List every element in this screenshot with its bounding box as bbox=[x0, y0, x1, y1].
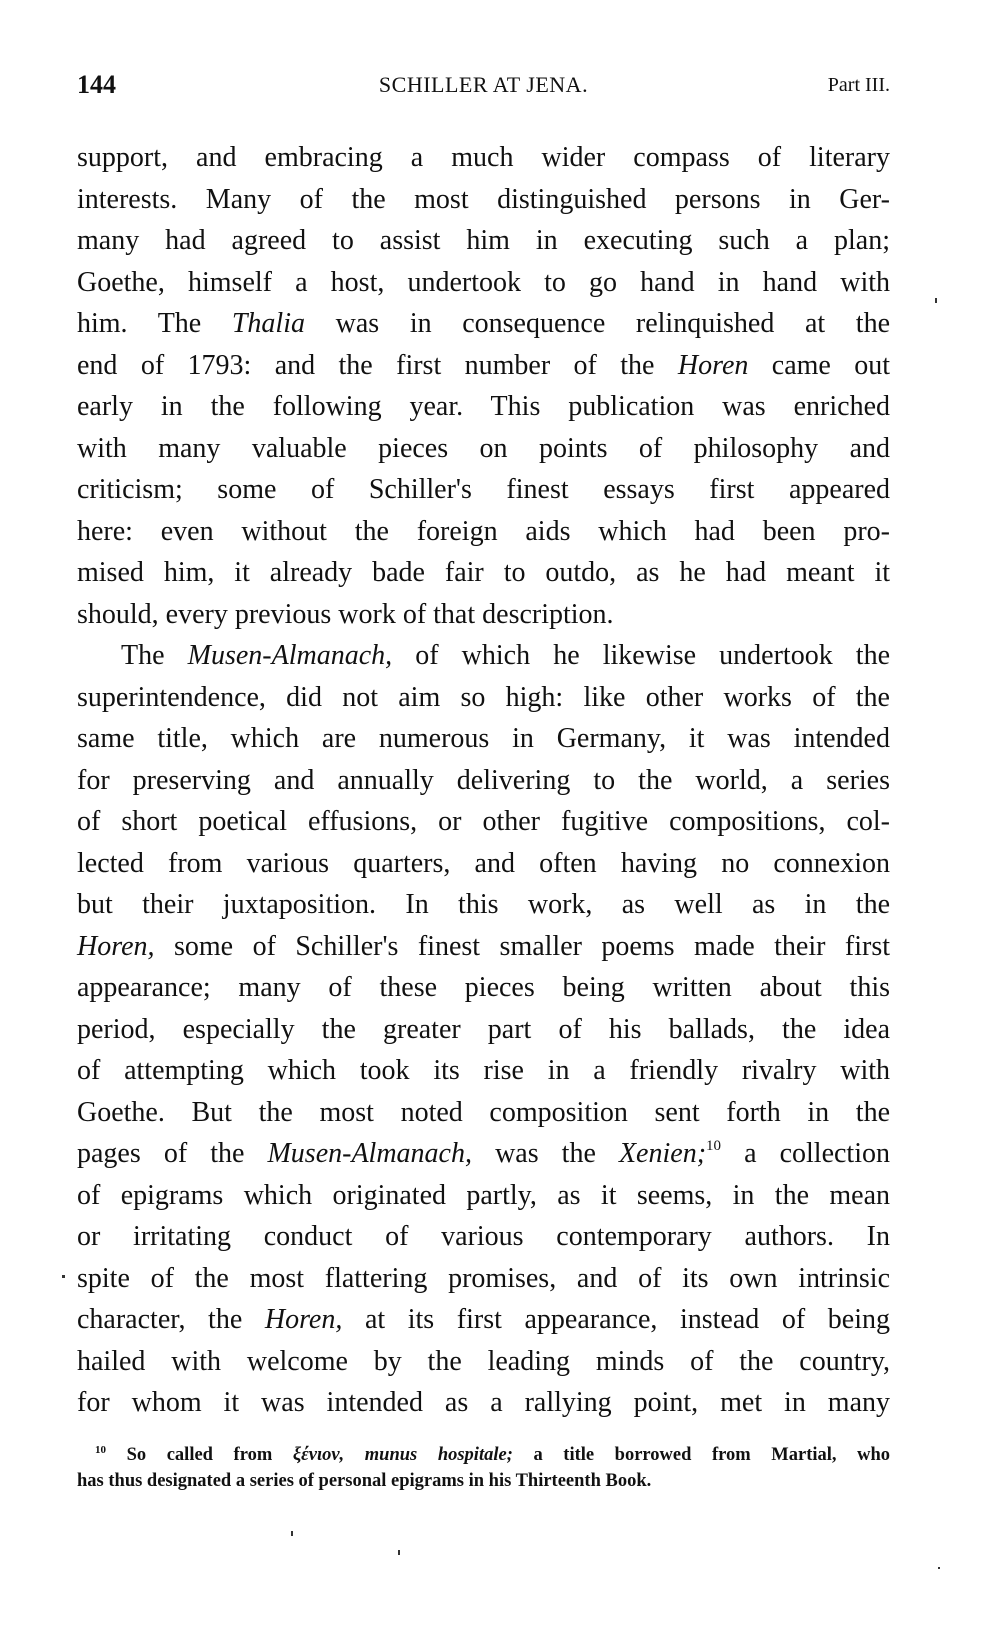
text-line bbox=[77, 179, 890, 221]
text-line bbox=[77, 303, 890, 345]
text-segment: end of 1793: and the first number of the bbox=[77, 349, 678, 381]
footnote-marker: 10 bbox=[95, 1444, 106, 1456]
running-title: SCHILLER AT JENA. bbox=[378, 72, 589, 97]
text-segment: Goethe. But the most noted composition sent forth in the bbox=[77, 1096, 890, 1128]
footnote-line-2: has thus designated a series of personal epigrams in his Thirteenth Book. bbox=[77, 1471, 652, 1491]
italic-text: Horen, bbox=[264, 1304, 343, 1335]
text-line bbox=[77, 511, 890, 553]
text-segment: was in consequence relinquished at the bbox=[305, 308, 890, 339]
footnote-text: So called from bbox=[126, 1445, 293, 1465]
italic-text: Musen-Almanach, bbox=[267, 1138, 472, 1169]
text-line bbox=[77, 801, 890, 843]
text-segment: character, the bbox=[77, 1304, 265, 1335]
text-segment: here: even without the foreign aids which had been pro- bbox=[77, 515, 890, 547]
text-segment: superintendence, did not aim so high: like other works of the bbox=[77, 681, 890, 713]
text-line bbox=[77, 137, 890, 179]
text-line bbox=[77, 1133, 890, 1175]
text-line bbox=[77, 926, 890, 968]
text-segment: lected from various quarters, and often having no connexion bbox=[77, 847, 890, 879]
text-segment: interests. Many of the most distinguished persons in Ger- bbox=[77, 183, 890, 215]
text-segment: period, especially the greater part of his ballads, the idea bbox=[77, 1013, 890, 1045]
text-line bbox=[77, 594, 890, 636]
text-segment: at its first appearance, instead of being bbox=[342, 1304, 891, 1335]
text-segment: Goethe, himself a host, undertook to go hand in hand with bbox=[77, 266, 890, 298]
text-line bbox=[77, 1092, 890, 1134]
footnote-line-1 bbox=[77, 1442, 890, 1468]
text-line bbox=[77, 262, 890, 304]
text-segment: some of Schiller's finest smaller poems made their first bbox=[154, 930, 890, 962]
italic-text: Horen bbox=[677, 349, 749, 381]
text-segment: many had agreed to assist him in executing such a plan; bbox=[77, 225, 890, 256]
text-line bbox=[77, 1299, 890, 1341]
running-header bbox=[77, 70, 890, 106]
text-segment: spite of the most flattering promises, and of its own intrinsic bbox=[77, 1262, 890, 1294]
italic-text: Horen, bbox=[77, 930, 155, 962]
text-segment: for whom it was intended as a rallying point, met in many bbox=[77, 1387, 890, 1418]
footnote-latin: munus hospitale; bbox=[364, 1445, 513, 1465]
footnote-greek: ξένιον, bbox=[292, 1445, 345, 1465]
part-label: Part III. bbox=[827, 74, 890, 96]
text-line bbox=[77, 552, 890, 594]
text-line bbox=[77, 428, 890, 470]
text-segment: a collection bbox=[721, 1138, 890, 1169]
text-segment: The bbox=[121, 640, 188, 671]
page-number: 144 bbox=[77, 70, 116, 99]
footnote-text: a title borrowed from Martial, who bbox=[512, 1445, 891, 1465]
text-line bbox=[77, 884, 890, 926]
text-line bbox=[77, 1341, 890, 1383]
text-segment: but their juxtaposition. In this work, as well as in the bbox=[77, 889, 890, 920]
text-segment: support, and embracing a much wider compass of literary bbox=[77, 142, 890, 173]
text-line bbox=[77, 469, 890, 511]
text-line bbox=[77, 1258, 890, 1300]
footnote-reference: 10 bbox=[706, 1138, 722, 1154]
footnote bbox=[77, 1442, 890, 1494]
text-line bbox=[77, 760, 890, 802]
text-line bbox=[77, 635, 890, 677]
scan-speck bbox=[938, 1567, 940, 1569]
text-line bbox=[77, 1050, 890, 1092]
text-line bbox=[77, 220, 890, 262]
text-segment: early in the following year. This publication was enriched bbox=[77, 391, 890, 422]
scan-speck bbox=[291, 1531, 293, 1536]
text-segment: of which he likewise undertook the bbox=[392, 640, 891, 671]
text-segment: or irritating conduct of various contemporary authors. In bbox=[77, 1221, 890, 1252]
italic-text: Xenien; bbox=[618, 1138, 707, 1169]
text-segment: of attempting which took its rise in a friendly rivalry with bbox=[77, 1055, 890, 1086]
text-segment: criticism; some of Schiller's finest essays first appeared bbox=[77, 474, 890, 505]
text-segment: for preserving and annually delivering to the world, a series bbox=[77, 764, 890, 796]
text-segment: came out bbox=[748, 349, 890, 381]
text-segment: him. The bbox=[77, 308, 232, 339]
text-segment: pages of the bbox=[77, 1138, 268, 1169]
text-line bbox=[77, 1382, 890, 1424]
text-segment: same title, which are numerous in Germany, it was intended bbox=[77, 723, 890, 754]
scan-speck bbox=[398, 1550, 400, 1555]
text-segment: of epigrams which originated partly, as it seems, in the mean bbox=[77, 1179, 890, 1211]
text-line bbox=[77, 386, 890, 428]
body-text bbox=[77, 137, 890, 1424]
text-segment: should, every previous work of that description. bbox=[77, 598, 614, 630]
text-line bbox=[77, 718, 890, 760]
italic-text: Musen-Almanach, bbox=[187, 640, 393, 671]
text-segment: mised him, it already bade fair to outdo, as he had meant it bbox=[77, 557, 890, 588]
text-segment: appearance; many of these pieces being written about this bbox=[77, 972, 890, 1003]
text-segment: was the bbox=[472, 1138, 619, 1169]
scan-speck bbox=[62, 1275, 65, 1278]
text-line bbox=[77, 677, 890, 719]
text-line bbox=[77, 843, 890, 885]
text-line bbox=[77, 1009, 890, 1051]
text-line bbox=[77, 1175, 890, 1217]
scan-speck bbox=[935, 298, 937, 303]
text-segment: with many valuable pieces on points of philosophy and bbox=[77, 432, 890, 464]
text-line bbox=[77, 1216, 890, 1258]
text-line bbox=[77, 967, 890, 1009]
text-segment: of short poetical effusions, or other fugitive compositions, col- bbox=[77, 806, 890, 837]
text-segment: hailed with welcome by the leading minds of the country, bbox=[77, 1345, 890, 1377]
italic-text: Thalia bbox=[231, 308, 305, 339]
text-line bbox=[77, 345, 890, 387]
